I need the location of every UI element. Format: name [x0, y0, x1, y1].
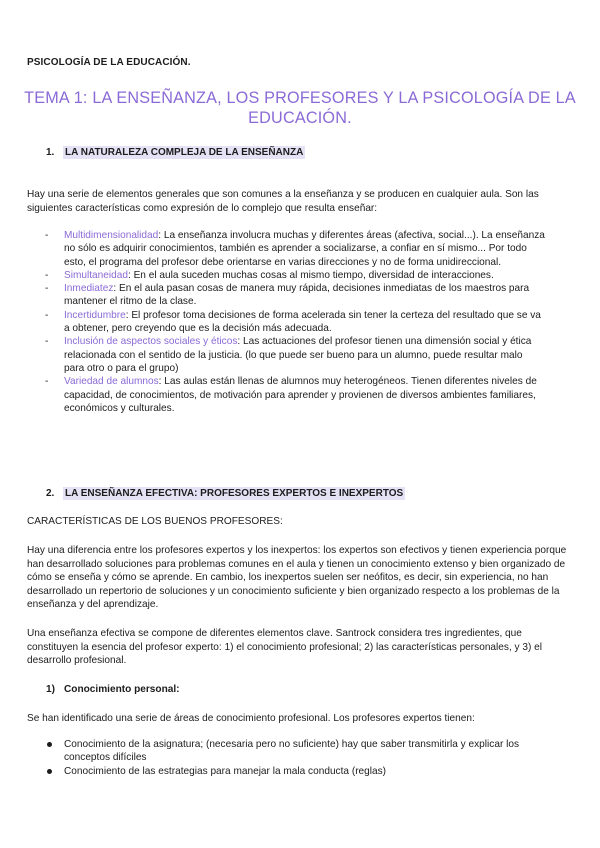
section-1-intro: Hay una serie de elementos generales que son comunes a la enseñanza y se producen en cualquier aula. Son las siguientes características como expresión de lo complejo que resulta enseñar:: [27, 189, 539, 214]
dash-marker: -: [45, 336, 49, 348]
dash-marker: -: [45, 309, 49, 321]
knowledge-list: [45, 738, 555, 778]
bullet-text: Conocimiento de las estrategias para manejar la mala conducta (reglas): [64, 765, 387, 777]
list-item: [45, 335, 545, 375]
list-item: [45, 738, 555, 765]
item-term: Variedad de alumnos: [64, 376, 159, 388]
section-2-heading: [46, 487, 405, 501]
section-2-paragraph-2: Una enseñanza efectiva se compone de diferentes elementos clave. Santrock considera tres ingredientes, que constituyen la esencia del profesor experto: 1) el conocimiento profesional; 2) las características personales, y 3) el desarrollo profesional.: [27, 628, 543, 667]
subsection-1-number: 1): [46, 684, 55, 695]
item-text: : Las aulas están llenas de alumnos muy heterogéneos. Tienen diferentes niveles de capacidad, de conocimientos, de motivación para aprender y provienen de diversos ambientes familiares, económicos y culturales.: [64, 376, 537, 414]
item-term: Inclusión de aspectos sociales y éticos: [64, 336, 238, 348]
item-term: Inmediatez: [64, 283, 114, 295]
item-text: : La enseñanza involucra muchas y diferentes áreas (afectiva, social...). La enseñanza no sólo es adquirir conocimientos, también es aprender a socializarse, a confiar en sí mismo... Por todo esto, el programa del profesor debe orientarse en varias direcciones y no de forma unidireccional.: [64, 230, 545, 268]
bullet-text: Conocimiento de la asignatura; (necesaria pero no suficiente) hay que saber transmitirla y explicar los conceptos difíciles: [64, 739, 520, 764]
section-2-subtitle: CARACTERÍSTICAS DE LOS BUENOS PROFESORES:: [27, 516, 283, 527]
bullet-marker: [47, 769, 52, 774]
item-text: : El profesor toma decisiones de forma acelerada sin tener la certeza del resultado que se va a obtener, pero creyendo que es la decisión más adecuada.: [64, 309, 541, 335]
list-item: [45, 309, 545, 336]
section-2-number: 2.: [46, 488, 55, 499]
item-text: : En el aula suceden muchas cosas al mismo tiempo, diversidad de interacciones.: [127, 269, 494, 281]
dash-marker: -: [45, 283, 49, 295]
dash-marker: -: [45, 230, 49, 241]
dash-marker: -: [45, 269, 49, 281]
course-name: PSICOLOGÍA DE LA EDUCACIÓN.: [27, 57, 191, 68]
subsection-1-intro: Se han identificado una serie de áreas de conocimiento profesional. Los profesores expertos tienen:: [27, 713, 475, 724]
document-title: TEMA 1: LA ENSEÑANZA, LOS PROFESORES Y LA PSICOLOGÍA DE LA EDUCACIÓN.: [24, 89, 576, 127]
section-1-number: 1.: [46, 147, 55, 158]
list-item: [45, 269, 545, 282]
list-item: [45, 375, 545, 415]
subsection-1-heading: [46, 684, 180, 695]
list-item: [45, 229, 545, 269]
dash-marker: -: [45, 376, 49, 388]
item-term: Incertidumbre: [64, 309, 126, 321]
section-1-heading: [46, 146, 305, 160]
item-text: : Las actuaciones del profesor tienen una dimensión social y ética relacionada con el sentido de la justicia. (lo que puede ser bueno para un alumno, puede resultar malo para otro o para el grupo): [64, 336, 532, 374]
item-text: : En el aula pasan cosas de manera muy rápida, decisiones inmediatas de los maestros para mantener el ritmo de la clase.: [64, 283, 530, 308]
section-2-title: LA ENSEÑANZA EFECTIVA: PROFESORES EXPERTOS E INEXPERTOS: [65, 488, 404, 499]
subsection-1-title: Conocimiento personal:: [64, 684, 180, 695]
item-term: Simultaneidad: [64, 269, 128, 281]
characteristics-list: [45, 229, 545, 415]
bullet-marker: [47, 742, 52, 747]
item-term: Multidimensionalidad: [64, 230, 159, 241]
list-item: [45, 765, 555, 778]
section-2-paragraph-1: Hay una diferencia entre los profesores expertos y los inexpertos: los expertos son efectivos y tienen experiencia porque han desarrollado soluciones para problemas comunes en el aula y tienen un conocimiento extenso y bien organizado de cómo se enseña y cómo se aprende. En cambio, los inexpertos suelen ser neófitos, es decir, sin experiencia, no han desarrollado un repertorio de soluciones y un conocimiento suficiente y bien organizado respecto a los problemas de la enseñanza y del aprendizaje.: [27, 545, 567, 611]
section-1-title: LA NATURALEZA COMPLEJA DE LA ENSEÑANZA: [65, 147, 304, 158]
list-item: [45, 282, 545, 309]
